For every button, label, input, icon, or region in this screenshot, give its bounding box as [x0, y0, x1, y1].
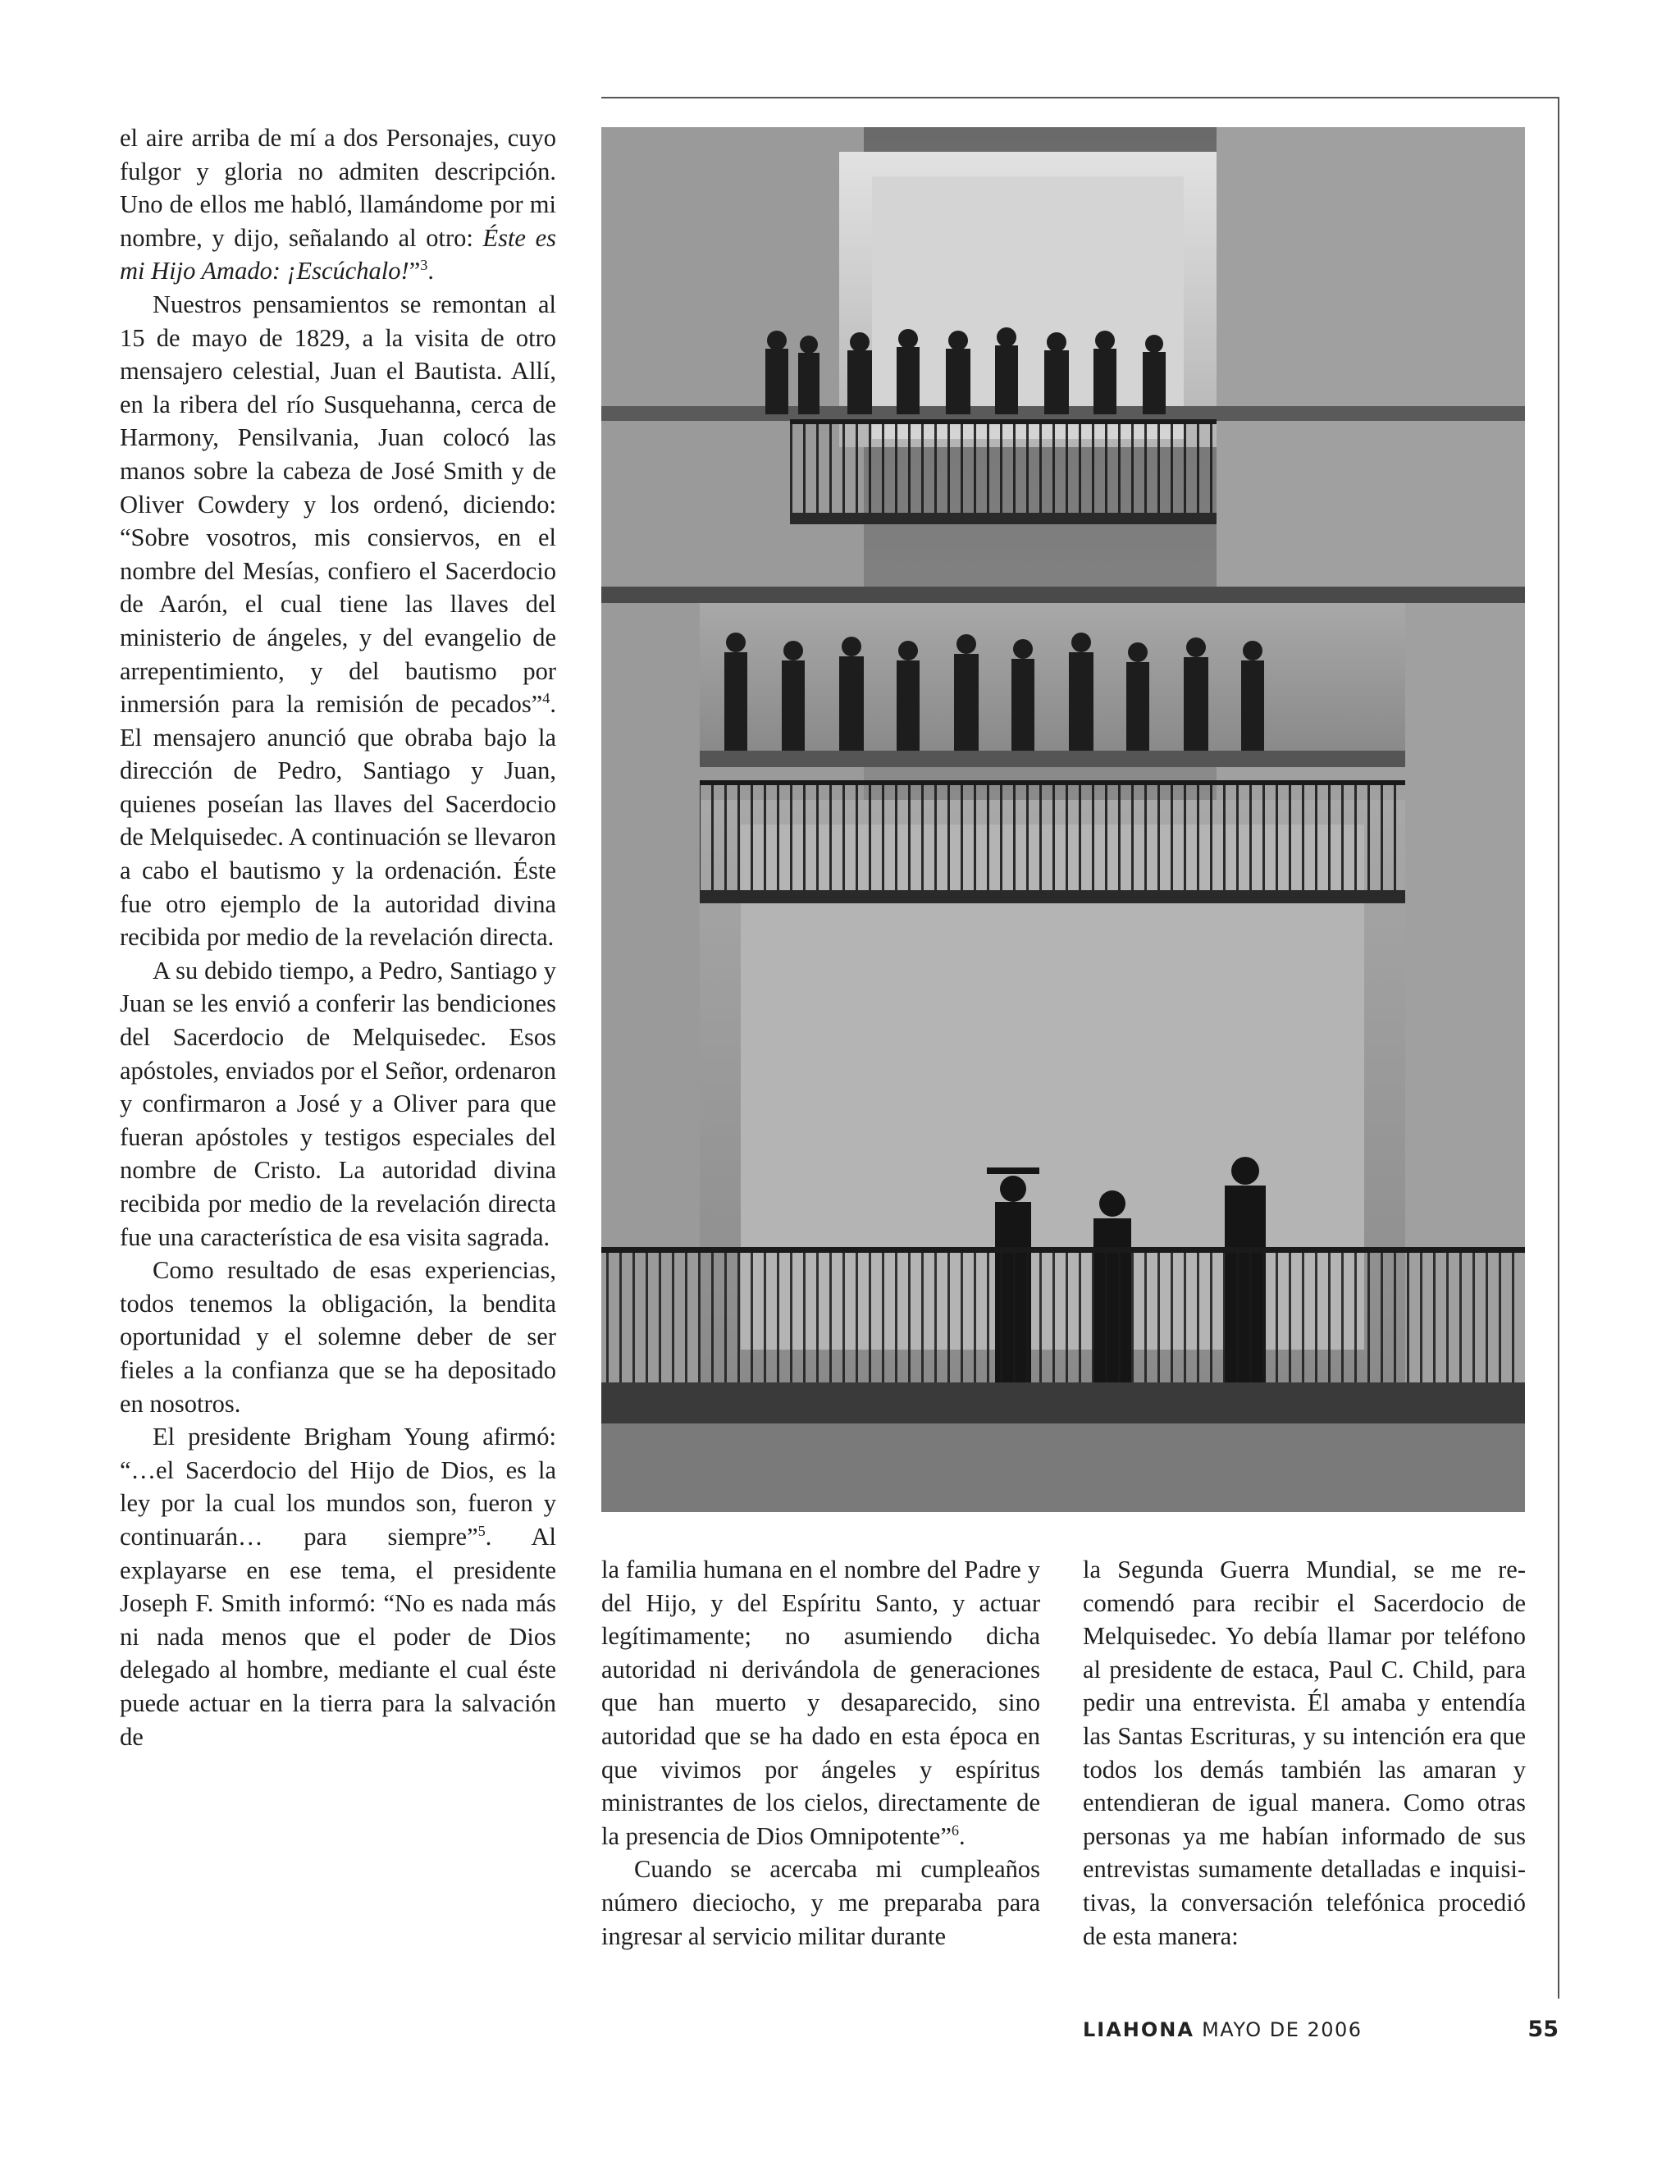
paragraph: Cuando se acercaba mi cumpleaños número dieciocho, y me preparaba para ingresar al servicio militar durante: [601, 1855, 1040, 1950]
page-number: 55: [1527, 2017, 1559, 2042]
paragraph: A su debido tiempo, a Pedro, Santiago y Juan se les envió a conferir las bendiciones del Sacerdocio de Melquisedec. Esos apóstoles, enviados por el Señor, ordenaron y confirmaron a José y a Oliver para que fueran apóstoles y testigos especiales del nombre de Cristo. La autoridad divina recibida por medio de la revelación directa fue una característica de esa visita sagrada.: [120, 956, 556, 1251]
paragraph: El presidente Brigham Young afirmó: “…el Sacerdocio del Hijo de Dios, es la ley por la cual los mundos son, fueron y continuarán… para siempre”$^5$. Al explayarse en ese tema, el presidente Joseph F. Smith informó: “No es nada más ni nada menos que el poder de Dios delegado al hombre, mediante el cual éste puede actuar en la tierra para la salvación de: [120, 1423, 556, 1751]
footnote-ref: 5: [477, 1522, 486, 1539]
paragraph: Como resultado de esas experiencias, todos tenemos la obligación, la bendita oportunidad y el solemne deber de ser fieles a la confianza que se ha depositado en nosotros.: [120, 1256, 556, 1418]
footnote-ref: 4: [542, 690, 550, 707]
text-column-1: [120, 121, 556, 1753]
paragraph: la familia humana en el nombre del Padre y del Hijo, y del Espíritu Santo, y actuar legítimamente; no asumiendo dicha autoridad ni derivándola de generaciones que han muerto y desaparecido, sino autoridad que se ha dado en esta época en que vivimos por ángeles y espíritus ministrantes de los cielos, directamente de la presencia de Dios Omnipotente”$^6$.: [601, 1556, 1040, 1850]
page-footer: [1083, 2018, 1559, 2051]
issue-date: MAYO DE 2006: [1202, 2018, 1363, 2041]
footnote-ref: 3: [420, 257, 428, 274]
photo-people-crossing-bridges: [601, 127, 1525, 1512]
magazine-name: LIAHONA: [1083, 2018, 1194, 2041]
paragraph: la Segunda Guerra Mundial, se me recomendó para recibir el Sacerdocio de Melquisedec. Yo debía llamar por teléfono al presidente de estaca, Paul C. Child, para pedir una entrevista. Él amaba y entendía las Santas Escrituras, y su intención era que todos los demás también las amaran y entendieran de igual manera. Como otras personas ya me habían informado de sus entrevistas sumamente detalladas e inquisitivas, la conversación telefónica procedió de esta manera:: [1083, 1556, 1526, 1950]
text-column-3: [1083, 1553, 1526, 1953]
photo-frame-right-rule: [1558, 97, 1559, 1999]
footnote-ref: 6: [951, 1821, 959, 1839]
paragraph: Nuestros pensamientos se remontan al 15 de mayo de 1829, a la visita de otro mensajero celestial, Juan el Bautista. Allí, en la ribera del río Susquehanna, cerca de Harmony, Pensilvania, Juan colocó las manos sobre la cabeza de José Smith y de Oliver Cowdery y los ordenó, diciendo: “Sobre vosotros, mis consiervos, en el nombre del Mesías, confiero el Sacerdocio de Aarón, el cual tiene las llaves del ministerio de ángeles, y del evangelio de arrepentimiento, y del bautismo por inmersión para la remisión de pecados”$^4$. El mensajero anunció que obraba bajo la dirección de Pedro, Santiago y Juan, quienes poseían las llaves del Sacerdocio de Melquisedec. A continuación se llevaron a cabo el bautismo y la ordenación. Éste fue otro ejemplo de la autoridad divina recibida por medio de la revelación directa.: [120, 290, 556, 952]
text-column-2: [601, 1553, 1040, 1953]
photo-frame-top-rule: [601, 97, 1559, 98]
emphasized-quote: Éste es mi Hijo Amado: ¡Escúchalo!: [120, 223, 556, 286]
paragraph: el aire arriba de mí a dos Personajes, cuyo fulgor y gloria no admiten descripción. Uno de ellos me habló, llamándome por mi nombre, y dijo, señalando al otro: Éste es mi Hijo Amado: ¡Escúchalo!”$^3$.: [120, 124, 556, 286]
